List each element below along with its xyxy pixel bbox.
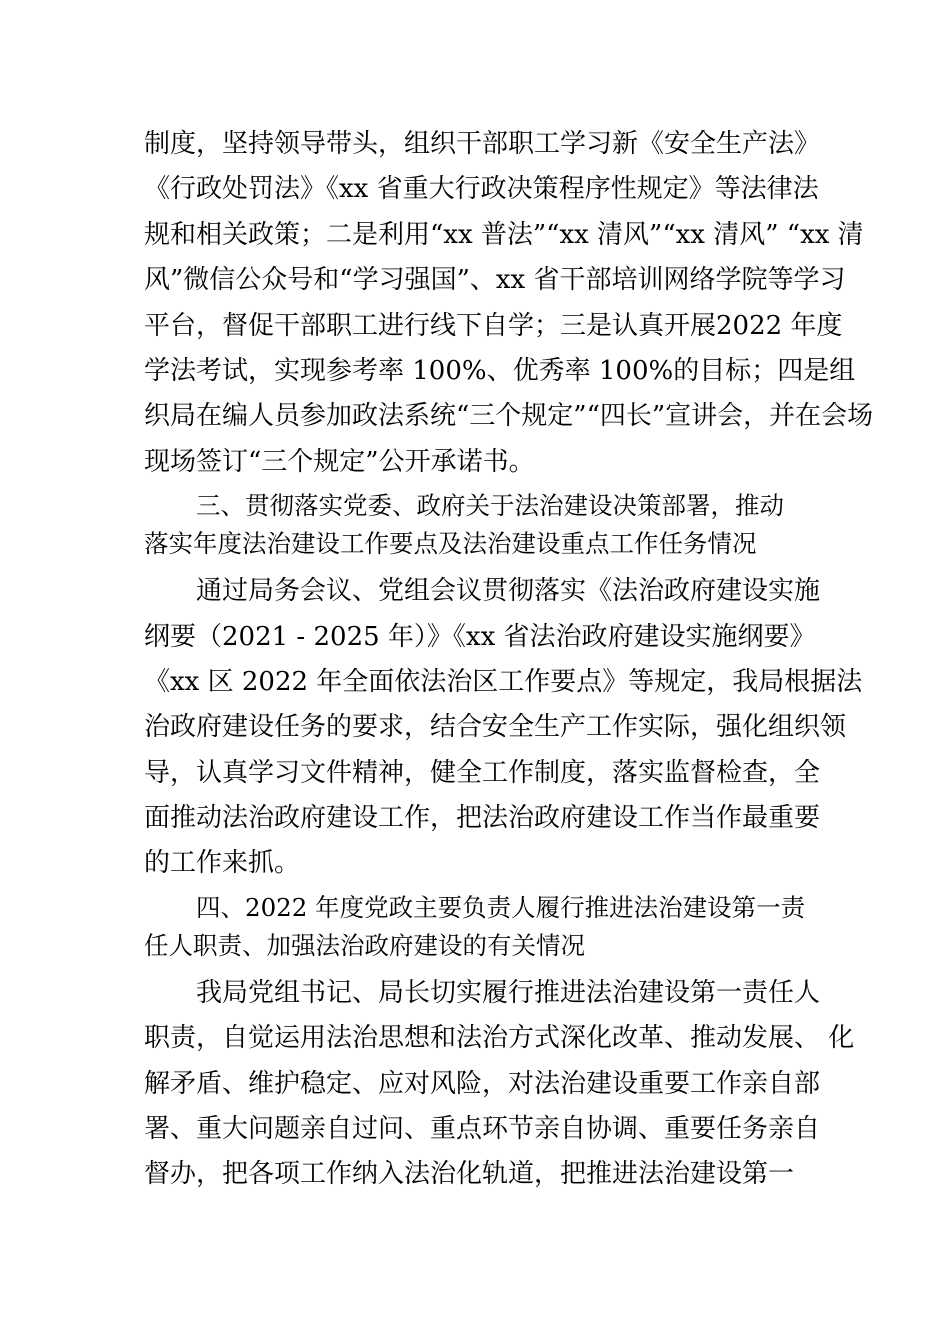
paragraph-section-three — [144, 569, 863, 887]
text-line: 学法考试，实现参考率 100%、优秀率 100%的目标；四是组 — [144, 355, 856, 386]
paragraph-section-four — [144, 971, 855, 1198]
text-line: 《行政处罚法》《xx 省重大行政决策程序性规定》等法律法 — [144, 174, 819, 205]
heading-line: 落实年度法治建设工作要点及法治建设重点工作任务情况 — [144, 529, 757, 559]
text-line: 现场签订“三个规定”公开承诺书。 — [144, 446, 535, 477]
text-line: 平台，督促干部职工进行线下自学；三是认真开展2022 年度 — [144, 310, 843, 341]
text-line: 署、重大问题亲自过问、重点环节亲自协调、重要任务亲自 — [144, 1114, 821, 1145]
paragraph-section-two-tail — [144, 122, 874, 485]
text-line: 职责，自觉运用法治思想和法治方式深化改革、推动发展、 化 — [144, 1023, 855, 1054]
section-heading-four — [144, 889, 812, 965]
text-line: 《xx 区 2022 年全面依法治区工作要点》等规定，我局根据法 — [144, 666, 863, 697]
heading-line: 三、贯彻落实党委、政府关于法治建设决策部署，推动 — [196, 491, 784, 521]
heading-line: 任人职责、加强法治政府建设的有关情况 — [144, 930, 585, 960]
text-line: 治政府建设任务的要求，结合安全生产工作实际，强化组织领 — [144, 712, 847, 743]
text-line: 面推动法治政府建设工作，把法治政府建设工作当作最重要 — [144, 803, 821, 834]
text-line: 的工作来抓。 — [144, 848, 301, 879]
text-line: 我局党组书记、局长切实履行推进法治建设第一责任人 — [196, 977, 821, 1008]
text-line: 解矛盾、维护稳定、应对风险，对法治建设重要工作亲自部 — [144, 1068, 821, 1099]
text-line: 纲要（2021 - 2025 年）》《xx 省法治政府建设实施纲要》 — [144, 621, 816, 652]
text-line: 规和相关政策；二是利用“xx 普法”“xx 清风”“xx 清风” “xx 清 — [144, 219, 864, 250]
document-body — [144, 122, 874, 1198]
heading-line: 四、2022 年度党政主要负责人履行推进法治建设第一责 — [196, 892, 806, 922]
text-line: 导，认真学习文件精神，健全工作制度，落实监督检查，全 — [144, 757, 821, 788]
section-heading-three — [144, 487, 812, 563]
text-line: 督办，把各项工作纳入法治化轨道，把推进法治建设第一 — [144, 1159, 795, 1190]
text-line: 风”微信公众号和“学习强国”、xx 省干部培训网络学院等学习 — [144, 265, 846, 296]
text-line: 制度，坚持领导带头，组织干部职工学习新《安全生产法》 — [144, 129, 821, 159]
text-line: 通过局务会议、党组会议贯彻落实《法治政府建设实施 — [196, 576, 821, 607]
text-line: 织局在编人员参加政法系统“三个规定”“四长”宣讲会，并在会场 — [144, 401, 874, 432]
